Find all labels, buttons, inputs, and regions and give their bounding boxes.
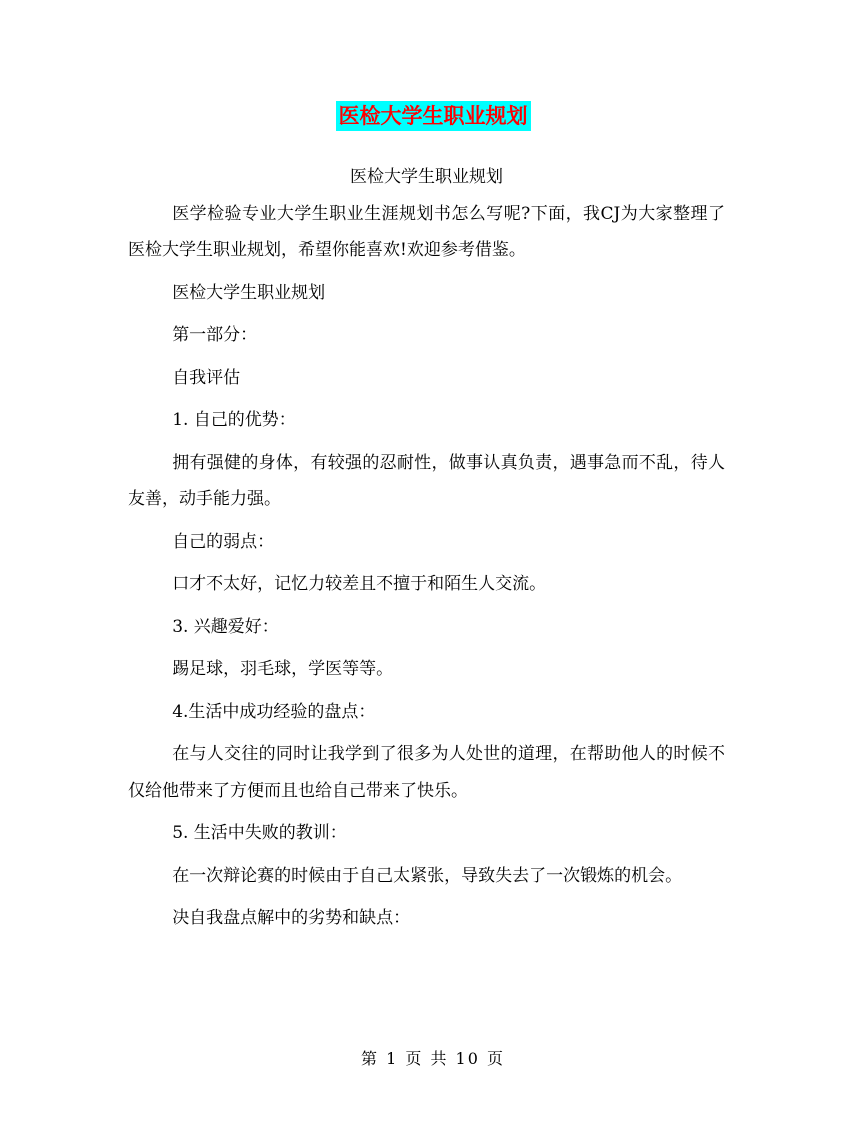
weaknesses-heading: 自己的弱点： <box>172 531 275 552</box>
intro-paragraph: 医学检验专业大学生职业生涯规划书怎么写呢?下面，我CJ为大家整理了医检大学生职业规划，希望你能喜欢!欢迎参考借鉴。 <box>128 203 725 260</box>
document-body <box>128 159 725 937</box>
success-paragraph: 在与人交往的同时让我学到了很多为人处世的道理，在帮助他人的时候不仅给他带来了方便而且也给自己带来了快乐。 <box>128 744 725 801</box>
strengths-paragraph: 拥有强健的身体，有较强的忍耐性，做事认真负责，遇事急而不乱，待人友善，动手能力强。 <box>128 452 725 509</box>
failure-paragraph: 在一次辩论赛的时候由于自己太紧张，导致失去了一次锻炼的机会。 <box>172 865 683 886</box>
success-heading: 4.生活中成功经验的盘点： <box>172 701 376 722</box>
resolution-paragraph: 决自我盘点解中的劣势和缺点： <box>172 908 411 928</box>
failure-heading: 5. 生活中失败的教训： <box>172 823 347 843</box>
page-footer: 第 1 页 共 10 页 <box>361 1049 505 1068</box>
self-assessment-heading: 自我评估 <box>172 367 241 388</box>
section-heading: 医检大学生职业规划 <box>172 282 326 303</box>
weaknesses-paragraph: 口才不太好，记忆力较差且不擅于和陌生人交流。 <box>172 574 547 594</box>
document-title: 医检大学生职业规划 <box>336 101 531 131</box>
part-heading: 第一部分： <box>172 325 258 345</box>
subtitle-paragraph: 医检大学生职业规划 <box>350 167 503 187</box>
interests-paragraph: 踢足球，羽毛球，学医等等。 <box>172 659 394 679</box>
interests-heading: 3. 兴趣爱好： <box>172 616 279 637</box>
strengths-heading: 1. 自己的优势： <box>172 410 296 430</box>
title-container <box>0 101 866 131</box>
